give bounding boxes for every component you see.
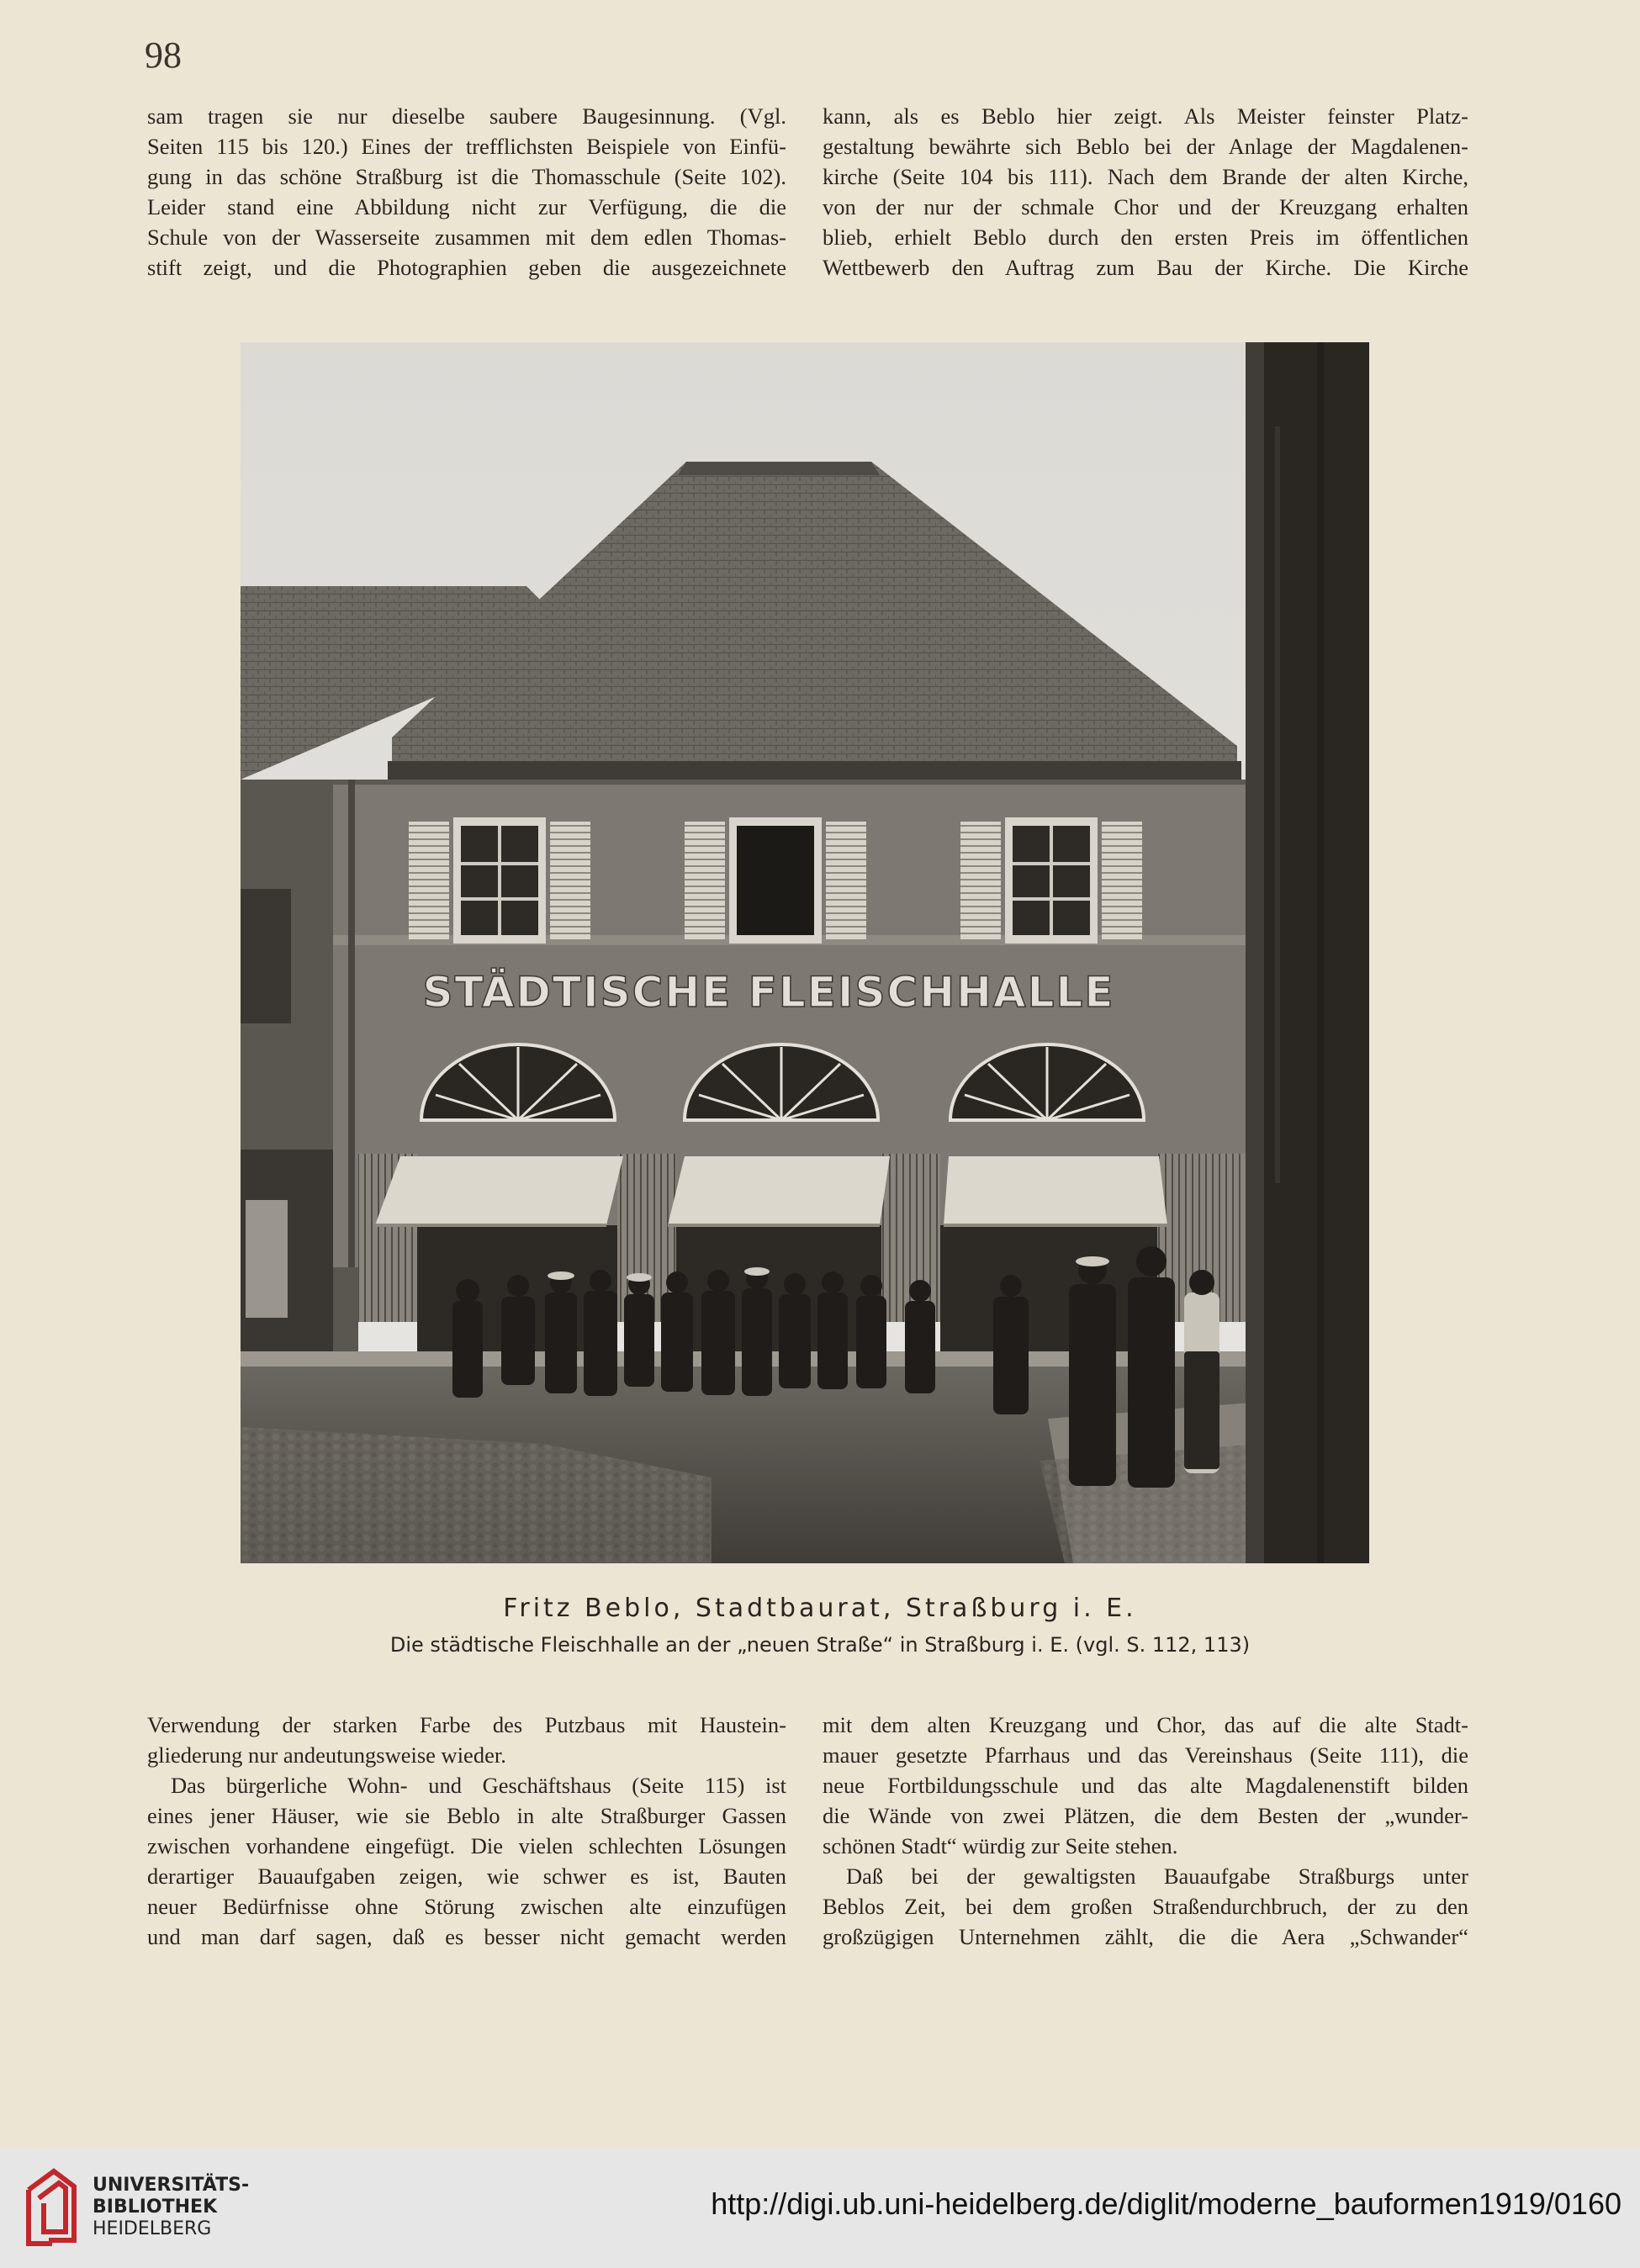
text-line: Wettbewerb den Auftrag zum Bau der Kirche. Die Kirche xyxy=(823,255,1468,280)
window-group-1 xyxy=(409,817,590,944)
text-line: gliederung nur andeutungsweise wieder. xyxy=(147,1742,506,1768)
library-name-line: HEIDELBERG xyxy=(93,2218,212,2239)
text-line: schönen Stadt“ würdig zur Seite stehen. xyxy=(823,1833,1178,1858)
text-line: Leider stand eine Abbildung nicht zur Verfügung, die die xyxy=(147,194,786,219)
text-line: Daß bei der gewaltigsten Bauaufgabe Straßburgs unter xyxy=(846,1864,1468,1889)
page-number: 98 xyxy=(145,34,182,76)
text-line: blieb, erhielt Beblo durch den ersten Preis im öffentlichen xyxy=(823,225,1468,250)
library-name-line: UNIVERSITÄTS- xyxy=(93,2175,250,2196)
library-logo-icon xyxy=(19,2165,81,2249)
text-line: und man darf sagen, daß es besser nicht gemacht werden xyxy=(147,1924,786,1949)
library-name xyxy=(93,2175,249,2240)
text-line: Schule von der Wasserseite zusammen mit dem edlen Thomas- xyxy=(147,225,786,250)
text-column-bottom-left xyxy=(147,1710,786,1952)
footer-bar xyxy=(0,2149,1640,2268)
text-line: Beblos Zeit, bei dem großen Straßendurchbruch, der zu den xyxy=(823,1894,1468,1919)
text-line: neuer Bedürfnisse ohne Störung zwischen alte einzufügen xyxy=(147,1894,786,1919)
window-group-2 xyxy=(685,817,866,944)
caption-title: Fritz Beblo, Stadtbaurat, Straßburg i. E. xyxy=(503,1594,1137,1623)
text-line: mit dem alten Kreuzgang und Chor, das auf die alte Stadt- xyxy=(823,1712,1468,1737)
window-group-3 xyxy=(960,817,1142,944)
text-line: von der nur der schmale Chor und der Kreuzgang erhalten xyxy=(823,194,1468,219)
source-url-link[interactable]: http://digi.ub.uni-heidelberg.de/diglit/moderne_bauformen1919/0160 xyxy=(711,2186,1621,2221)
text-line: Verwendung der starken Farbe des Putzbaus mit Haustein- xyxy=(147,1712,786,1737)
text-line: derartiger Bauaufgaben zeigen, wie schwer es ist, Bauten xyxy=(147,1864,786,1889)
text-line: die Wände von zwei Plätzen, die dem Besten der „wunder- xyxy=(823,1803,1468,1828)
text-line: Das bürgerliche Wohn- und Geschäftshaus (Seite 115) ist xyxy=(171,1773,786,1798)
text-column-bottom-right xyxy=(823,1710,1468,1952)
text-line: gung in das schöne Straßburg ist die Thomasschule (Seite 102). xyxy=(147,164,786,189)
photograph-fleischhalle xyxy=(241,342,1369,1563)
caption-subtitle: Die städtische Fleischhalle an der „neuen Straße“ in Straßburg i. E. (vgl. S. 112, 113) xyxy=(389,1633,1251,1657)
text-line: gestaltung bewährte sich Beblo bei der Anlage der Magdalenen- xyxy=(823,134,1468,159)
text-line: kann, als es Beblo hier zeigt. Als Meister feinster Platz- xyxy=(823,103,1468,129)
text-line: Seiten 115 bis 120.) Eines der trefflichsten Beispiele von Einfü- xyxy=(147,134,786,159)
text-line: eines jener Häuser, wie sie Beblo in alte Straßburger Gassen xyxy=(147,1803,786,1828)
text-line: sam tragen sie nur dieselbe saubere Baugesinnung. (Vgl. xyxy=(147,103,786,129)
text-column-top-right xyxy=(823,101,1468,283)
text-line: mauer gesetzte Pfarrhaus und das Vereinshaus (Seite 111), die xyxy=(823,1742,1468,1768)
text-line: großzügigen Unternehmen zählt, die die Aera „Schwander“ xyxy=(823,1924,1468,1949)
library-name-line: BIBLIOTHEK xyxy=(93,2197,218,2218)
sign-text: STÄDTISCHE FLEISCHHALLE xyxy=(422,968,1115,1017)
text-line: zwischen vorhandene eingefügt. Die vielen schlechten Lösungen xyxy=(147,1833,786,1858)
text-line: stift zeigt, und die Photographien geben die ausgezeichnete xyxy=(147,255,786,280)
text-column-top-left xyxy=(147,101,786,283)
text-line: kirche (Seite 104 bis 111). Nach dem Brande der alten Kirche, xyxy=(823,164,1468,189)
text-line: neue Fortbildungsschule und das alte Magdalenenstift bilden xyxy=(823,1773,1468,1798)
